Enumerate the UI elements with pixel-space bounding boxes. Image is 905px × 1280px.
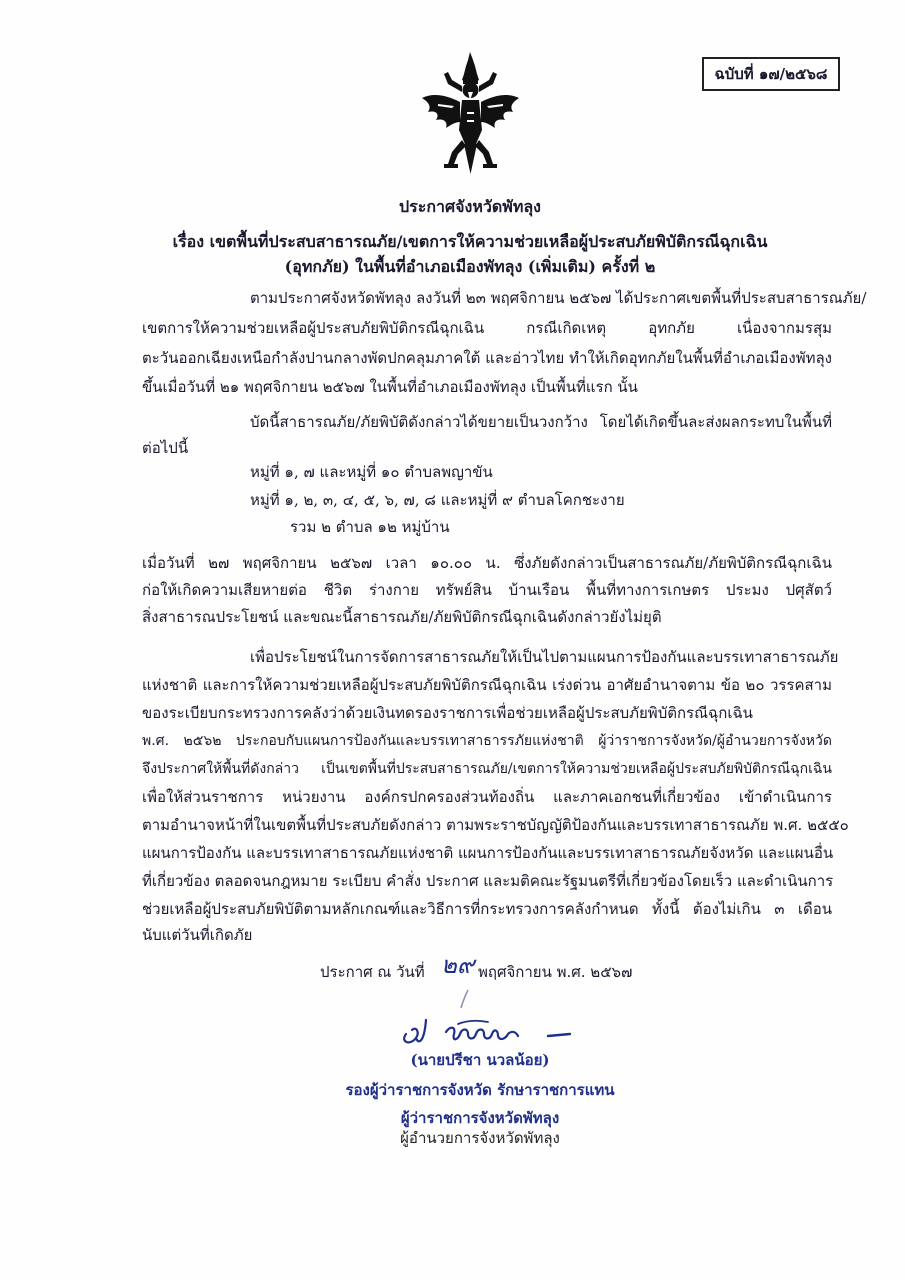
paragraph-3-line: ก่อให้เกิดความเสียหายต่อ ชีวิต ร่างกาย ทรัพย์สิน บ้านเรือน พื้นที่ทางการเกษตร ประมง ปศุสัตว์: [142, 581, 832, 599]
signer-name: (นายปรีชา นวลน้อย): [410, 1051, 550, 1069]
subject-line-2: (อุทกภัย) ในพื้นที่อำเภอเมืองพัทลุง (เพิ่มเติม) ครั้งที่ ๒: [284, 257, 656, 276]
subject-line-1: เรื่อง เขตพื้นที่ประสบสาธารณภัย/เขตการให้ความช่วยเหลือผู้ประสบภัยพิบัติกรณีฉุกเฉิน: [172, 232, 768, 251]
area-list-item: หมู่ที่ ๑, ๗ และหมู่ที่ ๑๐ ตำบลพญาขัน: [250, 463, 493, 481]
paragraph-4-line: ช่วยเหลือผู้ประสบภัยพิบัติตามหลักเกณฑ์และวิธีการที่กระทรวงการคลังกำหนด ทั้งนี้ ต้องไม่เกิน ๓ เดือน: [142, 900, 832, 918]
paragraph-4-line: แผนการป้องกัน และบรรเทาสาธารณภัยแห่งชาติ แผนการป้องกันและบรรเทาสาธารณภัยจังหวัด และแผนอื่น: [142, 844, 834, 862]
announce-date-handwritten-day: ๒๙: [441, 951, 475, 979]
paragraph-3-line: เมื่อวันที่ ๒๗ พฤศจิกายน ๒๕๖๗ เวลา ๑๐.๐๐ น. ซึ่งภัยดังกล่าวเป็นสาธารณภัย/ภัยพิบัติกรณีฉุกเฉิน: [142, 554, 832, 572]
ink-mark-icon: [458, 988, 472, 1010]
signer-position-line-1: รองผู้ว่าราชการจังหวัด รักษาราชการแทน: [345, 1081, 615, 1099]
issue-number-box: ฉบับที่ ๑๗/๒๕๖๘: [702, 57, 840, 91]
paragraph-2-line: ต่อไปนี้: [142, 439, 189, 457]
paragraph-4-line: นับแต่วันที่เกิดภัย: [142, 926, 253, 944]
paragraph-4-line: ตามอำนาจหน้าที่ในเขตพื้นที่ประสบภัยดังกล่าว ตามพระราชบัญญัติป้องกันและบรรเทาสาธารณภัย พ.ศ. ๒๕๕๐: [142, 816, 849, 834]
paragraph-4-line: แห่งชาติ และการให้ความช่วยเหลือผู้ประสบภัยพิบัติกรณีฉุกเฉิน เร่งด่วน อาศัยอำนาจตาม ข้อ ๒๐ วรรคสาม: [142, 676, 832, 694]
garuda-emblem-icon: [418, 52, 523, 177]
document-title: ประกาศจังหวัดพัทลุง: [399, 197, 541, 216]
handwritten-signature-icon: [398, 1012, 598, 1052]
paragraph-2-line: บัดนี้สาธารณภัย/ภัยพิบัติดังกล่าวได้ขยายเป็นวงกว้าง โดยได้เกิดขึ้นละส่งผลกระทบในพื้นที่: [250, 413, 832, 431]
paragraph-1-line: เขตการให้ความช่วยเหลือผู้ประสบภัยพิบัติกรณีฉุกเฉิน กรณีเกิดเหตุ อุทกภัย เนื่องจากมรสุม: [142, 319, 832, 337]
paragraph-1-line: ตะวันออกเฉียงเหนือกำลังปานกลางพัดปกคลุมภาคใต้ และอ่าวไทย ทำให้เกิดอุทกภัยในพื้นที่อำเภอเมืองพัทลุง: [142, 349, 832, 367]
paragraph-1-line: ตามประกาศจังหวัดพัทลุง ลงวันที่ ๒๓ พฤศจิกายน ๒๕๖๗ ได้ประกาศเขตพื้นที่ประสบสาธารณภัย/: [250, 289, 867, 307]
area-total: รวม ๒ ตำบล ๑๒ หมู่บ้าน: [290, 518, 450, 536]
announce-date-suffix: พฤศจิกายน พ.ศ. ๒๕๖๗: [478, 963, 633, 981]
paragraph-4-line: เพื่อประโยชน์ในการจัดการสาธารณภัยให้เป็นไปตามแผนการป้องกันและบรรเทาสาธารณภัย: [250, 648, 839, 666]
paragraph-1-line: ขึ้นเมื่อวันที่ ๒๑ พฤศจิกายน ๒๕๖๗ ในพื้นที่อำเภอเมืองพัทลุง เป็นพื้นที่แรก นั้น: [142, 378, 638, 396]
area-list-item: หมู่ที่ ๑, ๒, ๓, ๔, ๕, ๖, ๗, ๘ และหมู่ที่ ๙ ตำบลโคกชะงาย: [250, 491, 625, 509]
signer-position-line-3: ผู้อำนวยการจังหวัดพัทลุง: [400, 1129, 560, 1147]
paragraph-4-line: ที่เกี่ยวข้อง ตลอดจนกฎหมาย ระเบียบ คำสั่ง ประกาศ และมติคณะรัฐมนตรีที่เกี่ยวข้องโดยเร็ว และดำเนินการ: [142, 872, 834, 890]
paragraph-4-line: พ.ศ. ๒๕๖๒ ประกอบกับแผนการป้องกันและบรรเทาสาธารรภัยแห่งชาติ ผู้ว่าราชการจังหวัด/ผู้อำนวยการจังหวัด: [142, 733, 832, 749]
paragraph-3-line: สิ่งสาธารณประโยชน์ และขณะนี้สาธารณภัย/ภัยพิบัติกรณีฉุกเฉินดังกล่าวยังไม่ยุติ: [142, 608, 662, 626]
paragraph-4-line: จึงประกาศให้พื้นที่ดังกล่าว เป็นเขตพื้นที่ประสบสาธารณภัย/เขตการให้ความช่วยเหลือผู้ประสบภัยพิบัติกรณีฉุกเฉิน: [142, 761, 832, 777]
paragraph-4-line: ของระเบียบกระทรวงการคลังว่าด้วยเงินทดรองราชการเพื่อช่วยเหลือผู้ประสบภัยพิบัติกรณีฉุกเฉิน: [142, 704, 753, 722]
signer-position-line-2: ผู้ว่าราชการจังหวัดพัทลุง: [400, 1109, 560, 1127]
paragraph-4-line: เพื่อให้ส่วนราชการ หน่วยงาน องค์กรปกครองส่วนท้องถิ่น และภาคเอกชนที่เกี่ยวข้อง เข้าดำเนินการ: [142, 788, 832, 806]
announce-date-prefix: ประกาศ ณ วันที่: [320, 963, 425, 981]
